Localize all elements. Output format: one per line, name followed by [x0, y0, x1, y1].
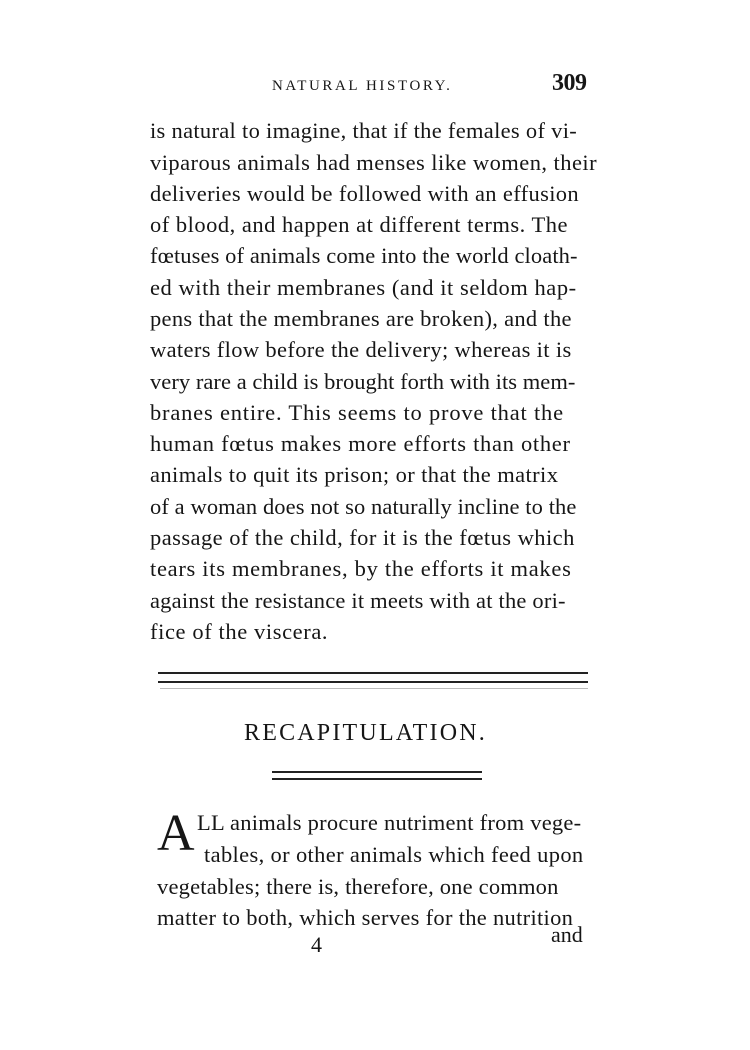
body-line: fice of the viscera. — [150, 619, 329, 644]
body-line: passage of the child, for it is the fœtus which — [150, 525, 575, 550]
body-line: is natural to imagine, that if the females of vi- — [150, 118, 578, 143]
body-line: against the resistance it meets with at the ori- — [150, 588, 566, 613]
signature-mark: 4 — [311, 932, 322, 957]
catchword: and — [551, 922, 583, 947]
body-line: waters flow before the delivery; whereas it is — [150, 337, 572, 362]
section-line: tables, or other animals which feed upon — [204, 842, 584, 867]
body-line: deliveries would be followed with an effusion — [150, 181, 579, 206]
running-head: NATURAL HISTORY. — [272, 78, 453, 94]
faint-rule — [160, 688, 588, 689]
body-line: very rare a child is brought forth with its mem- — [150, 369, 576, 394]
page-number: 309 — [552, 70, 587, 96]
body-line: ed with their membranes (and it seldom hap- — [150, 275, 577, 300]
body-line: human fœtus makes more efforts than other — [150, 431, 571, 456]
section-divider-rule — [158, 672, 588, 683]
body-line: of a woman does not so naturally incline to the — [150, 494, 577, 519]
body-line: pens that the membranes are broken), and the — [150, 306, 572, 331]
section-line: matter to both, which serves for the nutrition — [157, 905, 574, 930]
body-line: tears its membranes, by the efforts it makes — [150, 556, 572, 581]
body-line: of blood, and happen at different terms. The — [150, 212, 568, 237]
heading-underline-rule — [272, 771, 482, 780]
body-line: fœtuses of animals come into the world cloath- — [150, 243, 578, 268]
section-line: LL animals procure nutriment from vege- — [197, 810, 582, 835]
body-line: viparous animals had menses like women, their — [150, 150, 598, 175]
section-line: vegetables; there is, therefore, one common — [157, 874, 559, 899]
section-heading: RECAPITULATION. — [244, 720, 487, 746]
drop-cap: A — [157, 805, 195, 862]
body-line: animals to quit its prison; or that the matrix — [150, 462, 559, 487]
body-line: branes entire. This seems to prove that the — [150, 400, 564, 425]
